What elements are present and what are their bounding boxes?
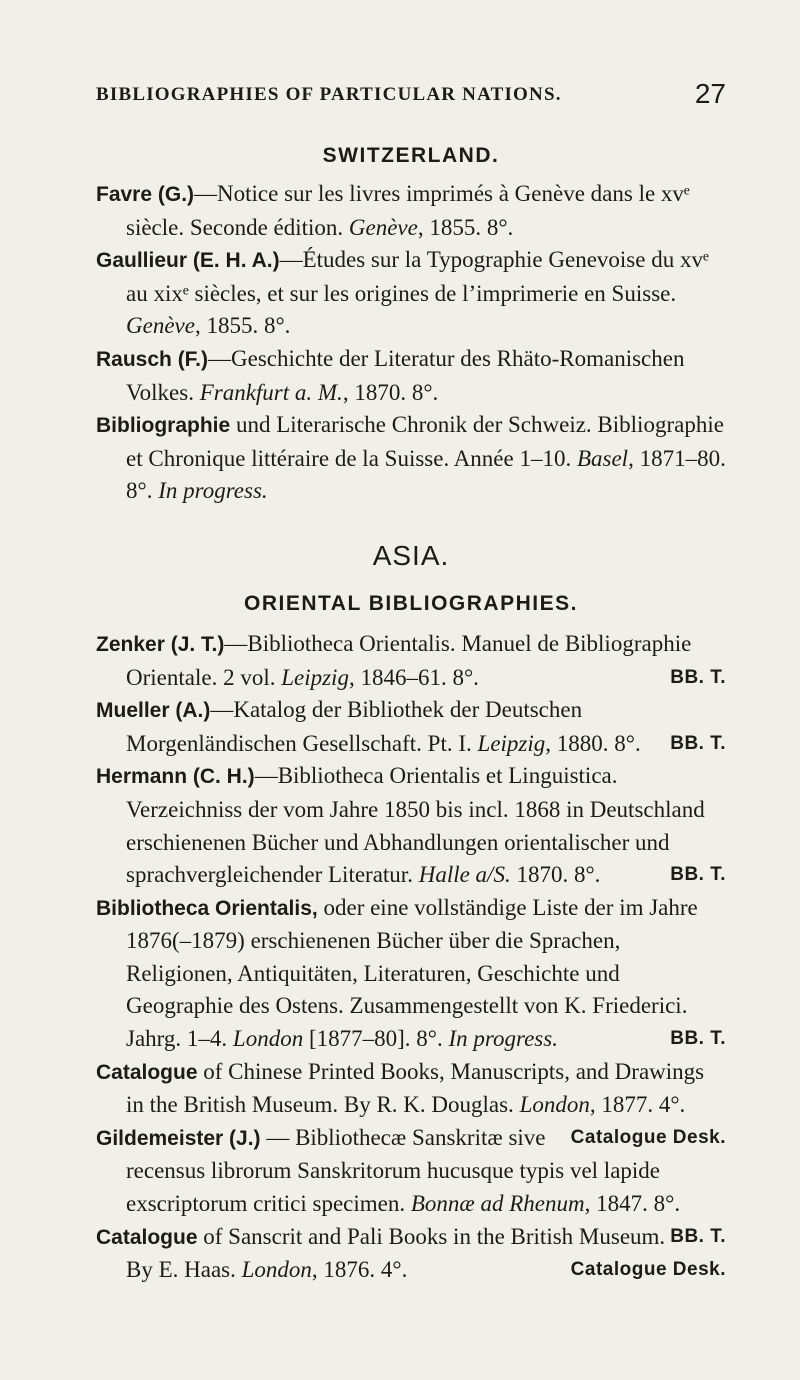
entry-place: Leipzig <box>281 664 349 690</box>
page-number: 27 <box>694 78 726 109</box>
entry-imprint: , 1880. 8°. <box>545 730 641 756</box>
entry-author: Gaullieur (E. H. A.) <box>96 249 280 273</box>
subsection-heading-oriental: ORIENTAL BIBLIOGRAPHIES. <box>244 591 578 615</box>
entry-place: Genève <box>348 214 418 240</box>
section-heading-asia: ASIA. <box>372 539 450 571</box>
entry-text: oder eine vollständige Liste der im Jahre 1876(–1879) erschienenen Bücher über die Sprachen, Religionen, Antiquitäten, Literaturen, Geschichte und Geographie des Ostens. Zusammengestellt von K. Friederici. Jahrg. 1–4. <box>126 894 698 1052</box>
bibliography-entry <box>96 628 726 694</box>
entry-author: Bibliotheca Orientalis, <box>96 896 318 920</box>
entry-author: Gildemeister (J.) <box>96 1126 261 1150</box>
entry-author: Favre (G.) <box>96 183 195 206</box>
entry-author: Rausch (F.) <box>96 347 209 371</box>
bibliography-entry <box>96 343 726 409</box>
entry-text: —Notice sur les livres imprimés à Genève dans le xvᵉ siècle. Seconde édition. <box>126 181 690 240</box>
entry-imprint: , 1876. 4°. <box>311 1257 408 1283</box>
entry-imprint: , 1846–61. 8°. <box>348 664 479 690</box>
entry-status: In progress. <box>158 478 268 504</box>
entry-place: Genève <box>126 313 195 339</box>
entry-text: of Sanscrit and Pali Books in the British Museum. By E. Haas. <box>126 1223 666 1283</box>
bibliography-entry <box>96 760 726 891</box>
entry-imprint: , 1855. 8°. <box>194 313 291 339</box>
entry-imprint: [1877–80]. 8°. <box>303 1026 449 1052</box>
entry-place: London <box>232 1026 304 1052</box>
entry-place: Halle a/S. <box>418 862 511 888</box>
entry-author: Bibliographie <box>96 414 231 438</box>
entry-text: —Bibliotheca Orientalis. Manuel de Bibliographie Orientale. 2 vol. <box>126 630 692 690</box>
entry-status: In progress. <box>448 1026 558 1052</box>
entry-place: Bonnæ ad Rhenum <box>410 1191 585 1217</box>
entry-imprint: , 1847. 8°. <box>584 1191 681 1217</box>
entry-author: Mueller (A.) <box>96 699 211 723</box>
bibliography-entry <box>96 244 726 343</box>
entry-text: of Chinese Printed Books, Manuscripts, and Drawings in the British Museum. By R. K. Douglas. <box>126 1058 705 1118</box>
entry-text: —Bibliotheca Orientalis et Linguistica. Verzeichniss der vom Jahre 1850 bis incl. 1868 in Deutschland erschienenen Bücher und Abhandlungen orientalischer und sprachvergleichender Literatur. <box>126 763 705 888</box>
entry-place: Frankfurt a. M. <box>199 379 343 405</box>
entry-shelfmark: BB. T. <box>670 666 726 688</box>
entry-text: und Literarische Chronik der Schweiz. Bibliographie et Chronique littéraire de la Suisse. Année 1–10. <box>126 412 724 471</box>
page-body <box>96 138 726 1287</box>
entry-text: — Bibliothecæ Sanskritæ sive recensus librorum Sanskritorum hucusque typis vel lapide exscriptorum critici specimen. <box>126 1124 661 1217</box>
entry-shelfmark: Catalogue Desk. <box>570 1259 726 1281</box>
entry-text: —Études sur la Typographie Genevoise du xvᵉ au xixᵉ siècles, et sur les origines de l’imprimerie en Suisse. <box>126 247 709 306</box>
entry-author: Catalogue <box>96 1060 198 1084</box>
entry-place: London <box>241 1257 312 1283</box>
entry-place: London <box>519 1092 590 1118</box>
entry-shelfmark: BB. T. <box>670 1225 726 1247</box>
running-head-title: BIBLIOGRAPHIES OF PARTICULAR NATIONS. <box>96 84 562 105</box>
entry-place: Basel <box>576 445 629 471</box>
bibliography-entry <box>96 892 726 1056</box>
entry-place: Leipzig <box>477 730 546 756</box>
bibliography-entry <box>96 1221 726 1287</box>
entry-imprint: , 1877. 4°. <box>589 1092 686 1118</box>
entry-imprint: , 1855. 8°. <box>417 214 514 240</box>
entry-author: Catalogue <box>96 1225 198 1249</box>
entry-imprint: , 1870. 8°. <box>342 379 439 405</box>
entry-shelfmark: BB. T. <box>670 732 726 754</box>
running-head <box>96 80 726 110</box>
entry-author: Hermann (C. H.) <box>96 765 255 789</box>
entry-shelfmark: BB. T. <box>670 1028 726 1050</box>
entry-shelfmark: Catalogue Desk. <box>570 1126 726 1148</box>
entry-imprint: 1870. 8°. <box>510 862 601 888</box>
entry-imprint: , 1871–80. 8°. <box>126 445 726 504</box>
entry-text: —Geschichte der Literatur des Rhäto-Romanischen Volkes. <box>126 345 685 405</box>
bibliography-entry <box>96 694 726 760</box>
bibliography-entry <box>96 178 726 244</box>
bibliography-entry <box>96 409 726 508</box>
entry-shelfmark: BB. T. <box>670 864 726 886</box>
section-heading-switzerland: SWITZERLAND. <box>322 144 500 167</box>
entry-author: Zenker (J. T.) <box>96 632 225 656</box>
entry-text: —Katalog der Bibliothek der Deutschen Morgenländischen Gesellschaft. Pt. I. <box>126 697 583 756</box>
